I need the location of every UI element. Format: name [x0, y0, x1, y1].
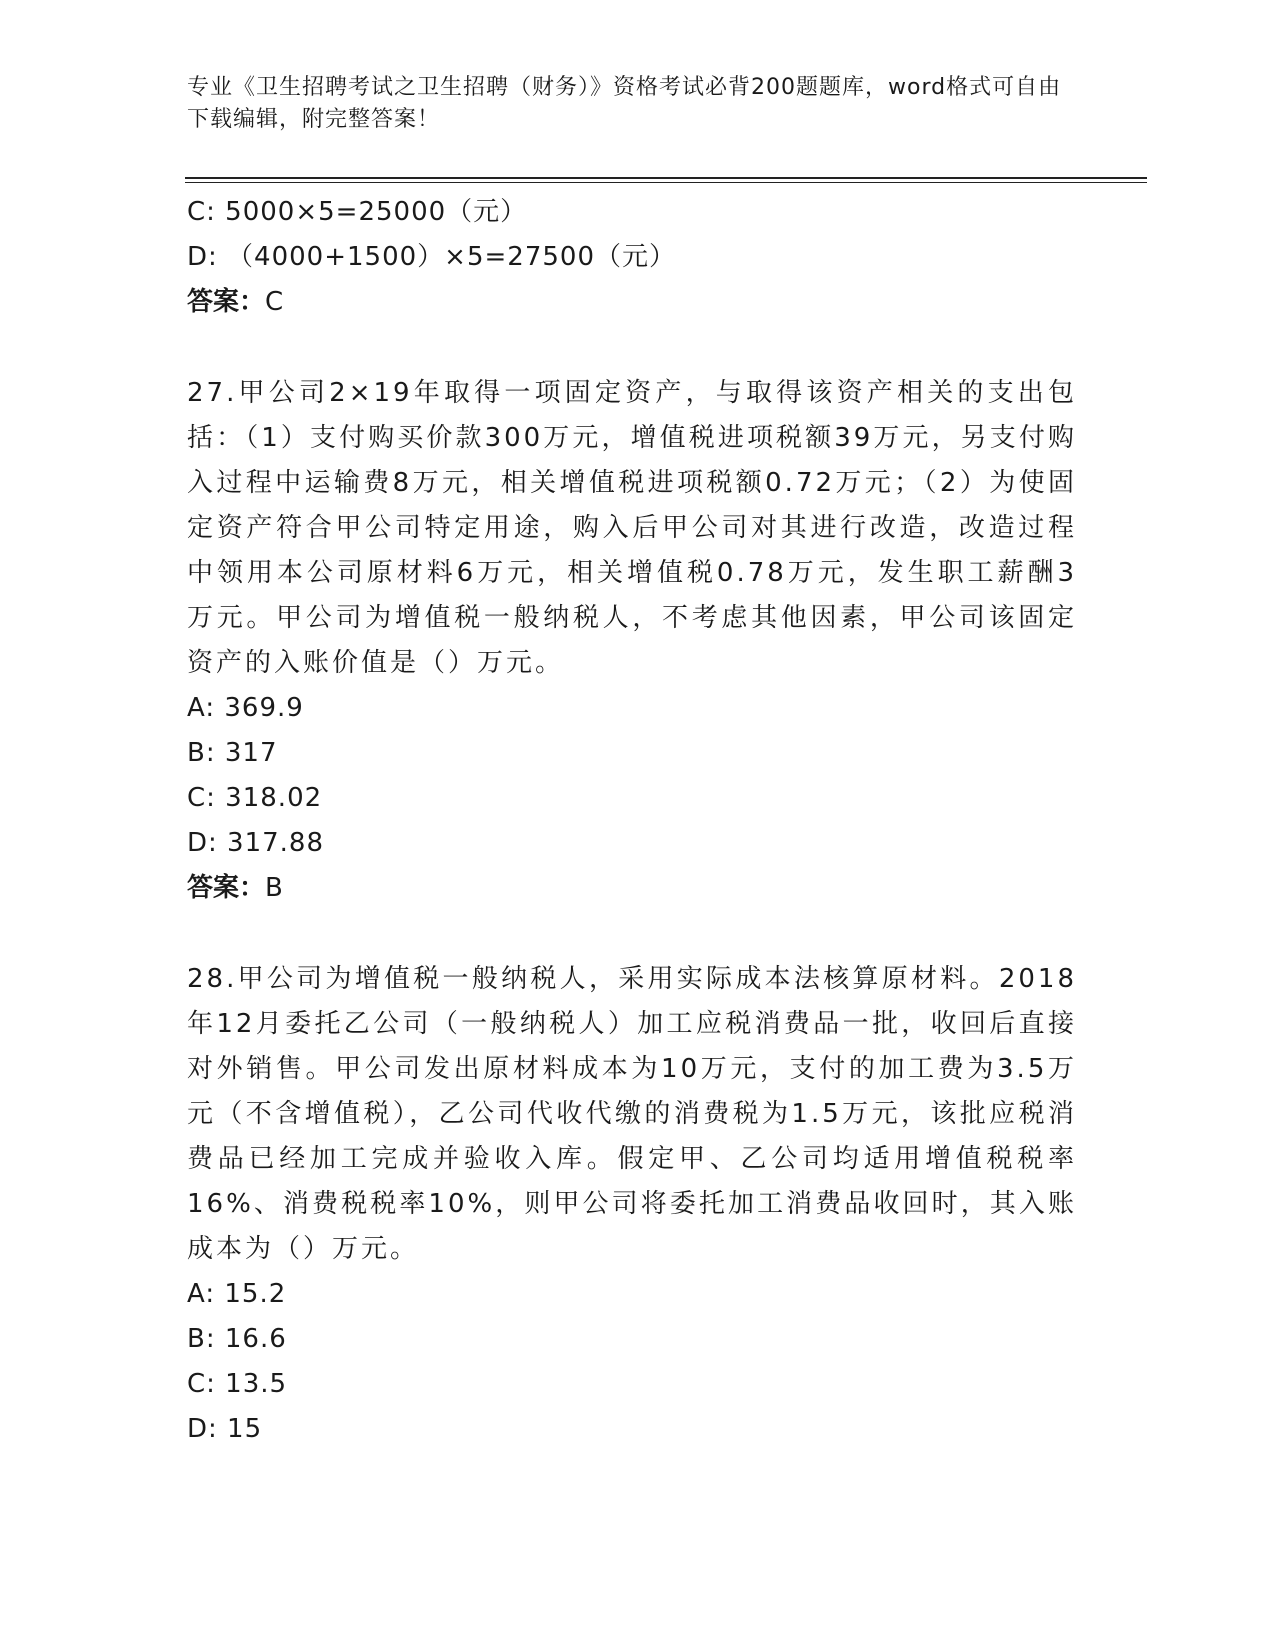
answer-value: B	[265, 873, 283, 903]
option-b: B: 317	[187, 738, 278, 768]
option-a: A: 15.2	[187, 1279, 287, 1309]
question-stem: 28.甲公司为增值税一般纳税人，采用实际成本法核算原材料。2018年12月委托乙公司（一般纳税人）加工应税消费品一批，收回后直接对外销售。甲公司发出原材料成本为10万元，支付的加工费为3.5万元（不含增值税），乙公司代收代缴的消费税为1.5万元，该批应税消费品已经加工完成并验收入库。假定甲、乙公司均适用增值税税率16%、消费税税率10%，则甲公司将委托加工消费品收回时，其入账成本为（）万元。	[187, 964, 1077, 1264]
option-d: D: 317.88	[187, 828, 325, 858]
option-c: C: 318.02	[187, 783, 323, 813]
option-a: A: 369.9	[187, 693, 304, 723]
question-content	[187, 190, 1077, 1452]
spacer	[187, 325, 1077, 371]
answer-value: C	[265, 287, 284, 317]
question-28	[187, 957, 1077, 1452]
header-rule-thin	[185, 182, 1147, 183]
option-b: B: 16.6	[187, 1324, 287, 1354]
answer-line	[187, 866, 1077, 911]
previous-question	[187, 190, 1077, 325]
question-27	[187, 371, 1077, 911]
option-d: D: 15	[187, 1414, 263, 1444]
question-stem: 27.甲公司2×19年取得一项固定资产，与取得该资产相关的支出包括：（1）支付购买价款300万元，增值税进项税额39万元，另支付购入过程中运输费8万元，相关增值税进项税额0.72万元；（2）为使固定资产符合甲公司特定用途，购入后甲公司对其进行改造，改造过程中领用本公司原材料6万元，相关增值税0.78万元，发生职工薪酬3万元。甲公司为增值税一般纳税人，不考虑其他因素，甲公司该固定资产的入账价值是（）万元。	[187, 378, 1077, 678]
option-c: C: 13.5	[187, 1369, 288, 1399]
document-header: 专业《卫生招聘考试之卫生招聘（财务）》资格考试必背200题题库，word格式可自由下载编辑，附完整答案！	[187, 75, 1062, 132]
answer-label: 答案：	[187, 873, 266, 903]
answer-line	[187, 280, 1077, 325]
answer-label: 答案：	[187, 287, 266, 317]
option-d: D: （4000+1500）×5=27500（元）	[187, 242, 676, 272]
spacer	[187, 911, 1077, 957]
option-c: C: 5000×5=25000（元）	[187, 197, 528, 227]
header-rule-thick	[185, 177, 1147, 179]
